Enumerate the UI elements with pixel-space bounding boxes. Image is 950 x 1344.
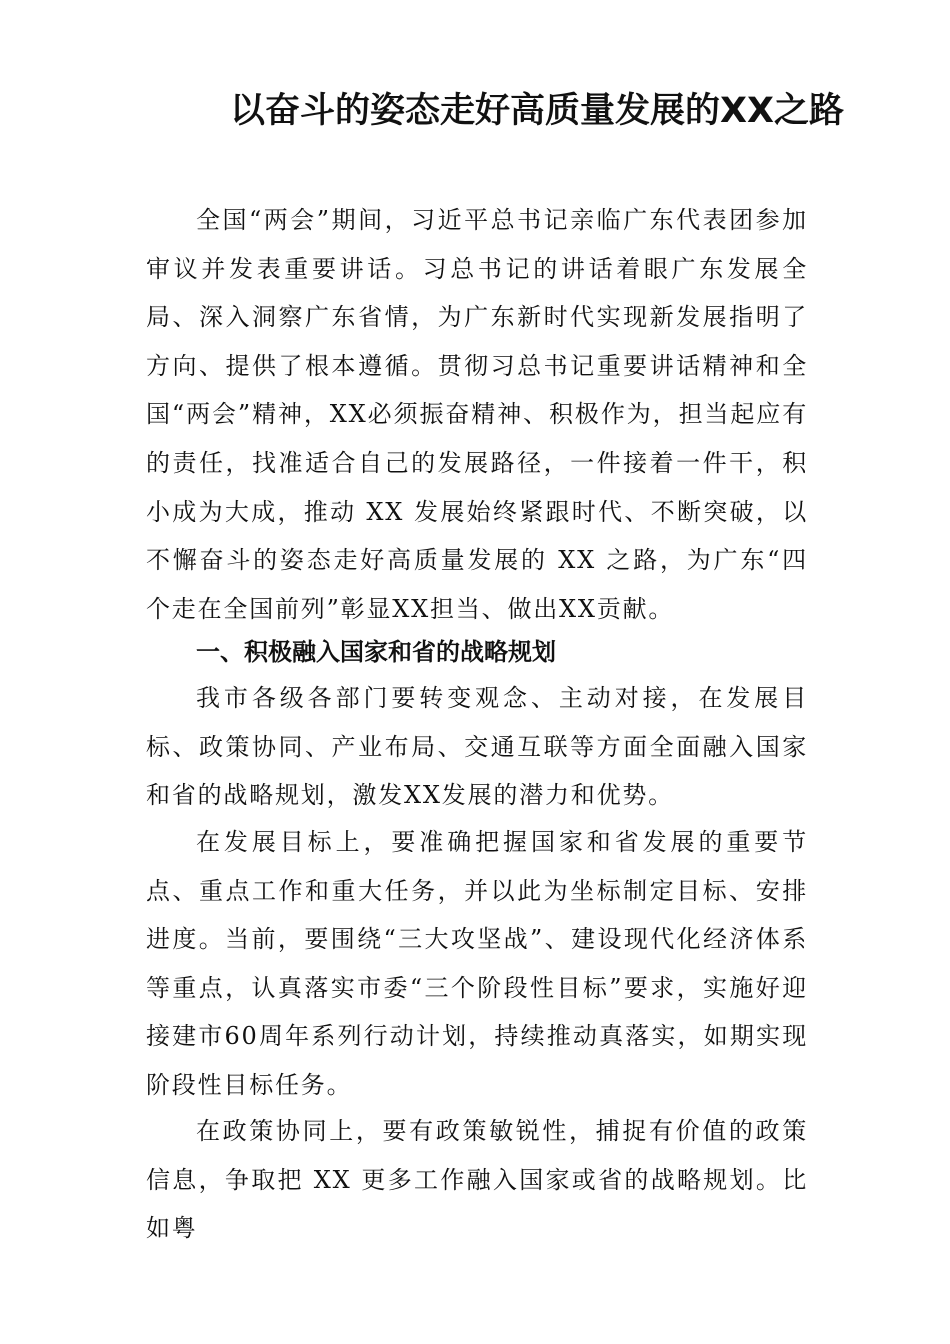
- paragraph-section-1-overview: 我市各级各部门要转变观念、主动对接，在发展目标、政策协同、产业布局、交通互联等方面全面融入国家和省的战略规划，激发XX发展的潜力和优势。: [146, 684, 808, 810]
- document-title: 以奋斗的姿态走好高质量发展的XX之路: [230, 91, 844, 131]
- paragraph-policy-coordination: 在政策协同上，要有政策敏锐性，捕捉有价值的政策信息，争取把 XX 更多工作融入国家或省的战略规划。比如粤: [146, 1117, 808, 1243]
- section-heading-1: 一、积极融入国家和省的战略规划: [196, 638, 556, 666]
- paragraph-development-goals: 在发展目标上，要准确把握国家和省发展的重要节点、重点工作和重大任务，并以此为坐标制定目标、安排进度。当前，要围绕“三大攻坚战”、建设现代化经济体系等重点，认真落实市委“三个阶段性目标”要求，实施好迎接建市60周年系列行动计划，持续推动真落实，如期实现阶段性目标任务。: [146, 828, 808, 1099]
- paragraph-intro: 全国“两会”期间，习近平总书记亲临广东代表团参加审议并发表重要讲话。习总书记的讲话着眼广东发展全局、深入洞察广东省情，为广东新时代实现新发展指明了方向、提供了根本遵循。贯彻习总书记重要讲话精神和全国“两会”精神，XX必须振奋精神、积极作为，担当起应有的责任，找准适合自己的发展路径，一件接着一件干，积小成为大成，推动 XX 发展始终紧跟时代、不断突破，以不懈奋斗的姿态走好高质量发展的 XX 之路，为广东“四个走在全国前列”彰显XX担当、做出XX贡献。: [146, 206, 808, 623]
